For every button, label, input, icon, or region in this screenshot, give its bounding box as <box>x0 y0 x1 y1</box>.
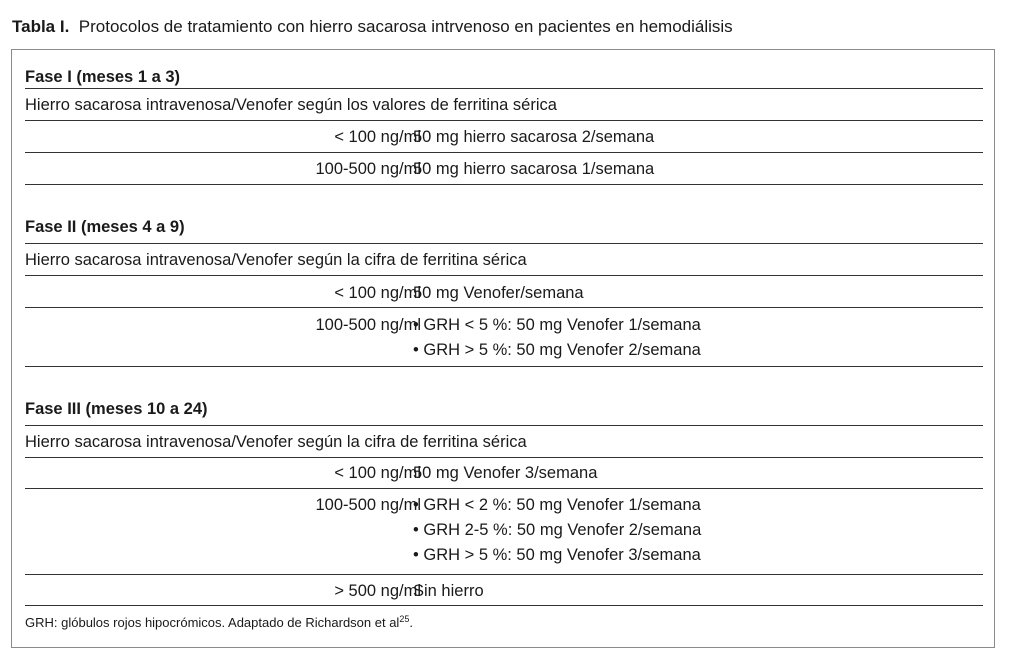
dose-line: • GRH > 5 %: 50 mg Venofer 3/semana <box>413 546 701 564</box>
dose-line: Sin hierro <box>413 582 484 600</box>
divider <box>25 488 983 489</box>
phase-1-range-1: < 100 ng/ml <box>334 128 421 146</box>
divider <box>25 307 983 308</box>
phase-3-title: Fase III (meses 10 a 24) <box>25 400 208 418</box>
dose-line: • GRH < 2 %: 50 mg Venofer 1/semana <box>413 496 701 514</box>
phase-1-title: Fase I (meses 1 a 3) <box>25 68 181 86</box>
phase-3-range-1: < 100 ng/ml <box>334 464 421 482</box>
divider <box>25 88 983 89</box>
phase-1-subtitle: Hierro sacarosa intravenosa/Venofer según los valores de ferritina sérica <box>25 96 557 114</box>
phase-3-dose-1 <box>413 461 597 486</box>
phase-2-dose-2 <box>413 313 701 363</box>
divider <box>25 243 983 244</box>
divider <box>25 184 983 185</box>
phase-2-subtitle: Hierro sacarosa intravenosa/Venofer según la cifra de ferritina sérica <box>25 251 527 269</box>
dose-line: • GRH > 5 %: 50 mg Venofer 2/semana <box>413 341 701 359</box>
phase-2-range-2: 100-500 ng/ml <box>315 316 421 334</box>
dose-line: • GRH < 5 %: 50 mg Venofer 1/semana <box>413 316 701 334</box>
phase-2-range-1: < 100 ng/ml <box>334 284 421 302</box>
dose-line: • GRH 2-5 %: 50 mg Venofer 2/semana <box>413 521 702 539</box>
phase-3-range-3: > 500 ng/ml <box>334 582 421 600</box>
table-footnote <box>25 615 413 631</box>
footnote-reference: 25 <box>399 614 410 624</box>
divider <box>25 366 983 367</box>
phase-3-dose-3 <box>413 579 484 604</box>
table-label: Tabla I. <box>12 17 70 36</box>
divider <box>25 120 983 121</box>
divider <box>25 605 983 606</box>
dose-line: 50 mg Venofer/semana <box>413 284 584 302</box>
phase-3-dose-2 <box>413 493 701 568</box>
footnote-text: GRH: glóbulos rojos hipocrómicos. Adaptado de Richardson et al <box>25 615 400 630</box>
dose-line: 50 mg Venofer 3/semana <box>413 464 598 482</box>
phase-3-range-2: 100-500 ng/ml <box>315 496 421 514</box>
divider <box>25 425 983 426</box>
dose-line: 50 mg hierro sacarosa 2/semana <box>413 128 655 146</box>
phase-1-dose-2 <box>413 157 654 182</box>
table-title: Protocolos de tratamiento con hierro sacarosa intrvenoso en pacientes en hemodiálisis <box>78 17 733 36</box>
phase-3-subtitle: Hierro sacarosa intravenosa/Venofer según la cifra de ferritina sérica <box>25 433 527 451</box>
dose-line: 50 mg hierro sacarosa 1/semana <box>413 160 655 178</box>
divider <box>25 152 983 153</box>
divider <box>25 457 983 458</box>
divider <box>25 574 983 575</box>
phase-1-range-2: 100-500 ng/ml <box>315 160 421 178</box>
divider <box>25 275 983 276</box>
phase-2-dose-1 <box>413 281 584 306</box>
phase-1-dose-1 <box>413 125 654 150</box>
phase-2-title: Fase II (meses 4 a 9) <box>25 218 185 236</box>
table-caption <box>12 16 733 38</box>
footnote-end: . <box>409 615 413 630</box>
